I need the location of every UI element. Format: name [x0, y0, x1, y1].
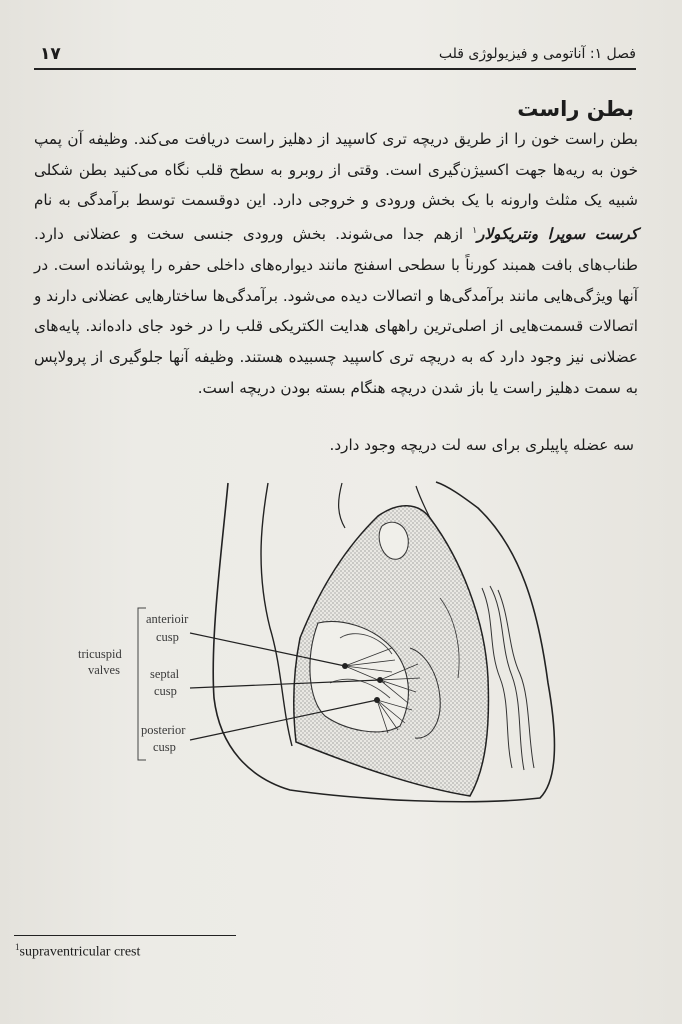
footnote-text: supraventricular crest [19, 944, 141, 960]
heart-diagram [0, 478, 682, 818]
paragraph-text-after-term: ازهم جدا می‌شوند. بخش ورودی جنسی سخت و عضلانی دارد. طناب‌های بافت همبند کورناً با سطحی اسفنج مانند دیواره‌های داخلی حفره را پوشانده است. در آنها ویژگی‌هایی مانند برآمدگی‌ها و اتصالات دیده می‌شود. برآمدگی‌ها ساختارهایی عضلانی دارند و اتصالات قسمت‌هایی از اصلی‌ترین راههای هدایت الکتریکی قلب را در خود جای داده‌اند. پایه‌های عضلانی نیز وجود دارد که به دریچه تری کاسپید چسبیده هستند. وظیفه آنها جلوگیری از پرولاپس به سمت دهلیز راست یا باز شدن دریچه هنگام بسته بودن دریچه است. [34, 225, 638, 397]
page-header [32, 40, 636, 70]
footnote-divider [14, 935, 236, 936]
page-number: ۱۷ [40, 44, 61, 64]
body-paragraph [34, 124, 638, 403]
footnote-reference: ۱ [472, 226, 478, 237]
posterior-cusp-label-line1: posterior [141, 723, 186, 737]
posterior-cusp-label-line2: cusp [153, 740, 176, 754]
footnote-marker: 1 [15, 942, 20, 952]
septal-cusp-label-line2: cusp [154, 684, 177, 698]
group-label-line1: tricuspid [78, 647, 122, 661]
paragraph-text-before-term: بطن راست خون را از طریق دریچه تری کاسپید از دهلیز راست دریافت می‌کند. وظیفه آن پمپ خون به ریه‌ها جهت اکسیژن‌گیری است. وقتی از روبرو به سطح قلب نگاه می‌کنید بطن شکلی شبیه یک مثلث وارونه با یک بخش ورودی و خروجی دارد. این دوقسمت توسط برآمدگی به نام [34, 130, 638, 210]
key-term: کرست سوپرا ونتریکولار [477, 225, 638, 244]
anterior-cusp-label-line2: cusp [156, 630, 179, 644]
group-label-line2: valves [88, 663, 120, 677]
footnote [15, 942, 140, 961]
pulmonary-outline [339, 483, 345, 528]
coronary-vessels [482, 586, 534, 770]
header-divider [34, 68, 636, 70]
running-title: فصل ۱: آناتومی و فیزیولوژی قلب [438, 46, 636, 62]
anterior-cusp-label-line1: anterioir [146, 612, 189, 626]
aorta-outline [261, 483, 292, 746]
label-bracket [138, 608, 146, 760]
section-heading: بطن راست [517, 97, 634, 121]
closing-line: سه عضله پاپیلری برای سه لت دریچه وجود دارد. [329, 436, 634, 454]
septal-cusp-label-line1: septal [150, 667, 180, 681]
